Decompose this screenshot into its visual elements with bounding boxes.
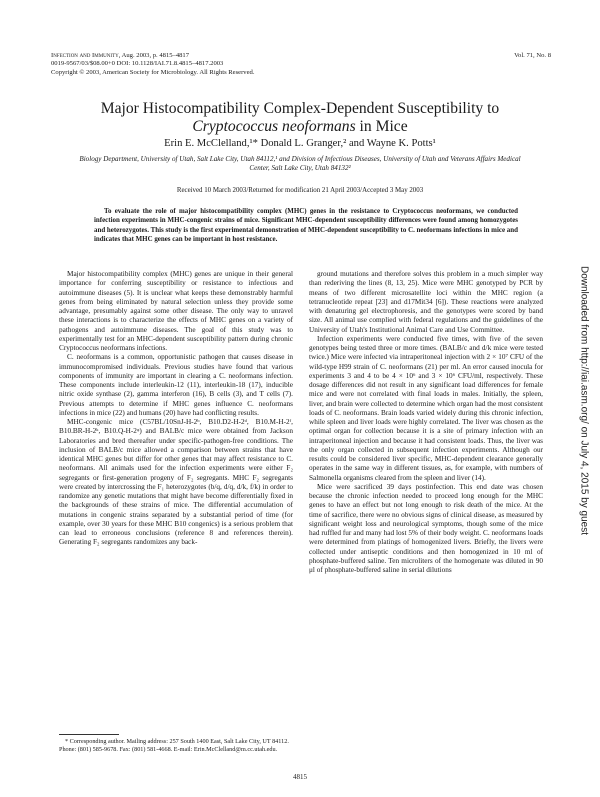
journal-line [51,52,551,60]
title-line-2 [40,118,560,136]
download-notice-link[interactable]: Downloaded from http://iai.asm.org/ on July 4, 2015 by guest [578,265,590,536]
title-suffix: in Mice [355,118,408,135]
author-list: Erin E. McClelland,¹* Donald L. Granger,² and Wayne K. Potts¹ [164,138,436,149]
title-line-1: Major Histocompatibility Complex-Dependent Susceptibility to [100,100,500,117]
left-column [59,270,293,548]
paragraph: Major histocompatibility complex (MHC) genes are unique in their general importance for conferring susceptibility or resistance to infectious and autoimmune diseases (5). It is unclear what keeps these demonstrably harmful genes from being eliminated by natural selection unless they provide some advantage, presumably against some other disease. The only way to unravel these interactions is to characterize the effects of MHC genes on a variety of pathogens and autoimmune diseases. The goal of this study was to experimentally test for an MHC-dependent susceptibility pattern during chronic Cryptococcus neoformans infections. [59,270,293,352]
running-header [51,52,551,77]
paragraph: Mice were sacrificed 39 days postinfection. This end date was chosen because the chronic infection needed to proceed long enough for the MHC genes to have an effect but not long enough to risk death of the mice. At the time of sacrifice, there were no obvious signs of clinical disease, as measured by significant weight loss and neurological symptoms, though some of the mice had ruffled fur and many had lost 5% of their body weight. C. neoformans loads were determined from platings of homogenized livers. Briefly, the livers were collected under antiseptic conditions and then homogenized in 10 ml of phosphate-buffered saline. Ten microliters of the homogenate was diluted in 90 μl of phosphate-buffered saline in serial dilutions [309,482,543,574]
title-organism: Cryptococcus neoformans [192,118,356,135]
paragraph: ground mutations and therefore solves this problem in a much simpler way than rederiving the lines (8, 13, 25). Mice were MHC genotyped by PCR by means of two different microsatellite loci within the MHC region (a tetranucleotide repeat [23] and d17Mit34 [6]). These reactions were analyzed with denaturing gel electrophoresis, and the genotypes were scored by band size. All animal use complied with federal regulations and the guidelines of the University of Utah's Institutional Animal Care and Use Committee. [309,270,543,334]
paragraph: C. neoformans is a common, opportunistic pathogen that causes disease in immunocompromised individuals. Previous studies have found that various components of immunity are important in clearing a C. neoformans infection. These components include interleukin-12 (11), interleukin-18 (17), inducible nitric oxide synthase (2), gamma interferon (16), B cells (3), and T cells (7). Previous attempts to determine if MHC genes influence C. neoformans infections in mice (22) and humans (20) have had conflicting results. [59,353,293,417]
download-watermark [579,190,589,610]
page-number: 4815 [293,773,307,781]
paragraph: Infection experiments were conducted five times, with five of the seven genotypes being tested three or more times. (BALB/c and d/k mice were tested twice.) Mice were infected via intraperitoneal injection with 2 × 10⁷ CFU of the wild-type H99 strain of C. neoformans (21) per ml. An error caused inocula for experiments 3 and 4 to be 4 × 10⁶ and 3 × 10⁶ CFU/ml, respectively. These dosage differences did not result in any significant load differences for female mice and were not correlated with final loads in males. Initially, the spleen, liver, and brain were collected to determine which organ had the most consistent loads of C. neoformans. Brain loads varied widely during this chronic infection, while spleen and liver loads were highly correlated. The liver was chosen as the optimal organ for collection because it is a site of primary infection with an intraperitoneal injection and because it had consistent loads. Thus, the liver was the only organ collected in subsequent infection experiments. Although our results could be considered liver specific, MHC-dependent clearance generally operates in the same way in different tissues, as, for example, with numbers of Salmonella organisms cleared from the spleen and liver (14). [309,334,543,482]
footnote-divider [59,734,119,735]
journal-name: Infection and Immunity [51,52,119,59]
abstract: To evaluate the role of major histocompatibility complex (MHC) genes in the resistance to Cryptococcus neoformans, we conducted infection experiments in MHC-congenic strains of mice. Significant MHC-dependent susceptibility differences were found among homozygotes and heterozygotes. This study is the first experimental demonstration of MHC-dependent susceptibility to C. neoformans infections in mice and indicates that MHC genes can be important in host resistance. [94,207,518,243]
copyright-line: Copyright © 2003, American Society for Microbiology. All Rights Reserved. [51,68,255,76]
doi-line: 0019-9567/03/$08.00+0 DOI: 10.1128/IAI.71.8.4815–4817.2003 [51,60,224,68]
received-dates: Received 10 March 2003/Returned for modification 21 April 2003/Accepted 3 May 2003 [176,187,424,194]
footnote-text: * Corresponding author. Mailing address: 257 South 1400 East, Salt Lake City, UT 84112. Phone: (801) 585-9678. Fax: (801) 581-4668. E-mail: Erin.McClelland@m.cc.utah.edu. [59,738,289,753]
affiliations: Biology Department, University of Utah, Salt Lake City, Utah 84112,¹ and Division of Infectious Diseases, University of Utah and Veterans Affairs Medical Center, Salt Lake City, Utah 84132² [79,155,521,173]
right-column [309,270,543,575]
paragraph: MHC-congenic mice (C57BL/10SnJ-H-2ᵇ, B10.D2-H-2ᵈ, B10.M-H-2ᶠ, B10.BR-H-2ᵏ, B10.Q-H-2ᵠ) and BALB/c mice were obtained from Jackson Laboratories and bred thereafter under specific-pathogen-free conditions. The inclusion of BALB/c mice allowed a comparison between strains that have identical MHC genes but differ for other genes that may affect resistance to C. neoformans. All animals used for the infection experiments were either F₂ segregants or first-generation progeny of F₂ segregants. MHC F₂ segregants were created by intercrossing the F₁ heterozygotes (b/q, d/q, d/k, f/k) in order to randomize any genetic mutations that might have become differentially fixed in the backgrounds of these strains of mice. The differential accumulation of mutations in congenic strains separated by a substantial period of time (for example, over 30 years for these MHC B10 congenics) is a serious problem that can lead to erroneous conclusions (reference 8 and references therein). Generating F₂ segregants randomizes any back- [59,418,293,547]
corresponding-author-footnote [59,738,293,754]
article-title [40,100,560,136]
volume-info: Vol. 71, No. 8 [514,52,551,59]
issue-info: , Aug. 2003, p. 4815–4817 [118,52,190,59]
